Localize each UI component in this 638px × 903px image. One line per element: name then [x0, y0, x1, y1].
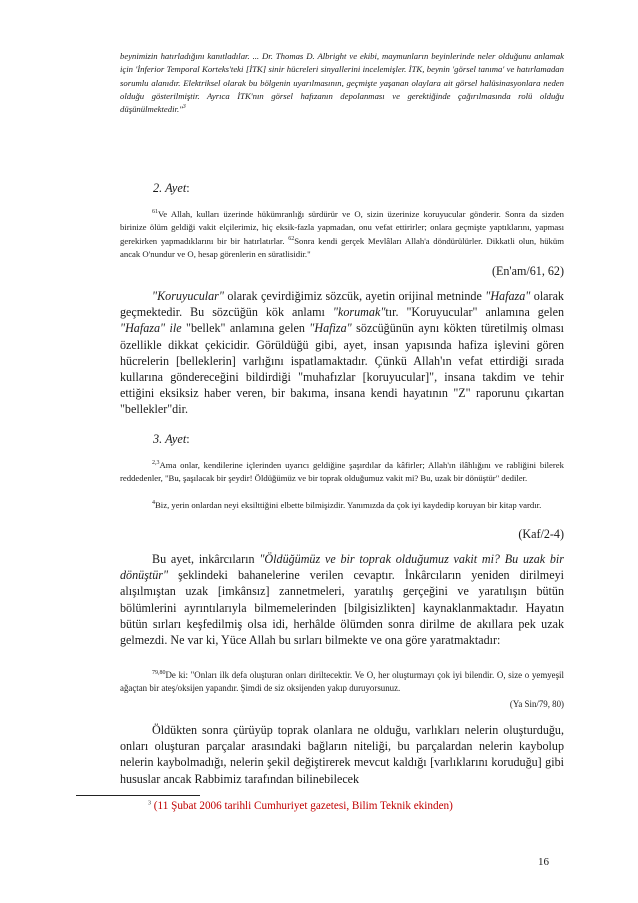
intro-quote [120, 50, 564, 116]
commentary-text: "bellek" anlamına gelen [181, 321, 310, 336]
term-hafaza-ile: "Hafaza" ile [120, 321, 182, 336]
ayet-3-citation: (Kaf/2-4) [518, 527, 564, 541]
ayet-3-verse-1 [120, 459, 564, 486]
commentary-text: olarak çevirdiğimiz sözcük, ayetin orijinal metninde [223, 289, 486, 303]
verse-text: Ama onlar, kendilerine içlerinden uyarıcı geldiğine şaşırdılar da kâfirler; Allah'ın ilâhlığını ve rabliğini bilerek reddedenler, "Bu, şaşılacak bir şeydir! Öldüğümüz ve bir toprak olduğumuz vakit mi? Bu, uzak bir dönüştür" dediler. [120, 460, 564, 484]
intro-quote-footnote-ref: 3 [182, 104, 186, 111]
term-hafiza: "Hafiza" [309, 321, 352, 336]
verse-number: 2,3 [152, 460, 160, 467]
ayet-2-heading [153, 181, 190, 196]
ayet-2-commentary [120, 288, 564, 418]
verse-text: Sonra kendi gerçek Mevlâları Allah'a döndürülürler. Dikkatli olun, hüküm ancak O'nundur ve O, hesap görenlerin en süratlisidir." [120, 235, 564, 259]
ayet-3-heading-text: 3. Ayet [153, 432, 187, 446]
commentary-text: şeklindeki bahanelerine verilen cevaptır. İnkârcıların yeniden dirilmeyi alışılmıştan uzak [imkânsız] zannetmeleri, yaratılış gerçeğini ve yaratılışın bütün bölümlerini ayrıntılarıyla bilmemelerinden [bilgisizlikten] kaynaklanmaktadır. Hayatın bütün sırları keşfedilmiş olsa idi, herhâlde ölümden sonra dirilme de akıllara pek uzak gelmezdi. Ne var ki, Yüce Allah bu sırları bilmekte ve ona göre yaratmaktadır: [120, 568, 564, 648]
final-paragraph: Öldükten sonra çürüyüp toprak olanlara ne olduğu, varlıkları nelerin oluşturduğu, onları oluşturan parçalar arasındaki bağların niteliği, bu parçalardan nelerin kaybolup nelerin kaybolmadığı, nelerin şekil değiştirerek mevcut kaldığı [varlıklarını koruduğu] gibi hususlar ancak Rabbimiz tarafından bilinebilecek [120, 723, 564, 786]
ayet-3-verse-2 [120, 499, 564, 512]
footnote-text: (11 Şubat 2006 tarihli Cumhuriyet gazetesi, Bilim Teknik ekinden) [151, 800, 453, 812]
term-korumak: "korumak" [332, 305, 386, 320]
ayet-3-heading-colon: : [186, 432, 190, 446]
verse-number: 79,80 [152, 670, 166, 677]
commentary-text: tır. "Koruyucular" anlamına gelen [385, 305, 564, 320]
ayet-2-heading-text: 2. Ayet [153, 181, 187, 195]
commentary-text: sözcüğünün aynı kökten türetilmiş olması özellikle dikkat çekicidir. Görüldüğü gibi, ayet, insan yapısında hafiza işlevini gören hücrelerin [belleklerin] varlığını ispatlamaktadır. Çünkü Allah'ın vefat ettirdiği sırada kullarına göndereceğini bildirdiği "muhafızlar [koruyucular]", insana takdim ve tehir ettiğini eksiksiz haber veren, bir bakıma, insana kendi hayatının "Z" raporunu çıkartan "bellekler"dir. [120, 321, 564, 417]
yasin-citation: (Ya Sin/79, 80) [509, 699, 564, 709]
intro-quote-text: beynimizin hatırladığını kanıtladılar. ... Dr. Thomas D. Albright ve ekibi, maymunların beyinlerinde neler olduğunu anlamak için 'İnferior Temporal Korteks'teki [İTK] sinir hücreleri sinyallerini incelemişler. İTK, beynin 'görsel tanıma' ve hatırlamadan sorumlu alanıdır. Elektriksel olarak bu bölgenin uyarılmasının, geçmişte yaşanan olaylara ait görsel halüsinasyonlara neden olduğu gösterilmiştir. Ayrıca İTK'nın görsel hafızanın depolanması ve gerektiğinde çağırılmasında rolü olduğu düşünülmektedir." [120, 51, 564, 115]
verse-number: 4 [152, 500, 155, 507]
term-hafaza: "Hafaza" [485, 289, 531, 303]
verse-number: 62 [288, 235, 295, 242]
ayet-2-verse [120, 208, 564, 261]
commentary-text: olarak geçmektedir. Bu sözcüğün kök anlamı [120, 289, 564, 320]
ayet-3-commentary [120, 551, 564, 648]
quoted-phrase: "Öldüğümüz ve bir toprak olduğumuz vakit mi? Bu uzak bir dönüştür" [120, 552, 565, 583]
ayet-2-citation: (En'am/61, 62) [491, 264, 564, 278]
footnote [148, 800, 453, 812]
footnote-marker: 3 [148, 800, 151, 807]
footnote-separator [76, 795, 200, 796]
ayet-2-heading-colon: : [186, 181, 190, 195]
verse-text: Biz, yerin onlardan neyi eksilttiğini elbette bilmişizdir. Yanımızda da çok iyi kaydedip koruyan bir kitap vardır. [155, 500, 542, 510]
page-number: 16 [538, 856, 549, 868]
verse-text: Ve Allah, kulları üzerinde hükümranlığı sürdürür ve O, sizin üzerinize koruyucular gönderir. Sonra da sizden birinize ölüm geldiği vakit elçilerimiz, hiç eksik-fazla yapmadan, onu vefat ettirirler; onlara geçmişte yaptıklarını, yapması gerekirken yapmadıklarını bir bir hatırlatırlar. [120, 209, 564, 246]
ayet-3-heading [153, 432, 190, 447]
commentary-text: Bu ayet, inkârcıların [152, 552, 260, 566]
verse-number: 61 [152, 209, 158, 216]
yasin-verse [120, 669, 564, 696]
term-koruyucular: "Koruyucular" [152, 289, 224, 303]
verse-text: De ki: "Onları ilk defa oluşturan onları diriltecektir. Ve O, her oluşturmayı çok iyi bilendir. O, size o yemyeşil ağaçtan bir ateş/oksijen yapandır. Şimdi de siz oksijenden yakıp duruyorsunuz. [120, 670, 564, 694]
